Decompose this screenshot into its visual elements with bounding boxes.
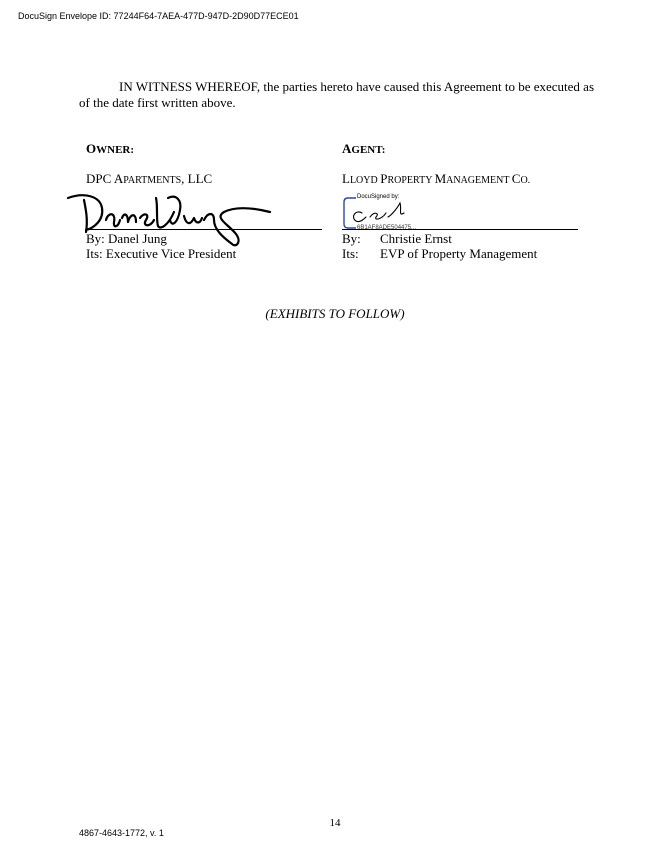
agent-heading — [342, 141, 385, 157]
docusign-id: 6B1AF8ADE504475... — [357, 225, 417, 231]
agent-signature-line — [342, 229, 578, 230]
agent-company-small-3: ANAGEMENT — [446, 175, 512, 186]
owner-company — [86, 171, 212, 187]
owner-by-label: By: — [86, 231, 105, 246]
page-number: 14 — [329, 817, 341, 829]
agent-by-line — [342, 231, 452, 247]
agent-company-cap-2: P — [380, 171, 388, 186]
owner-heading-initial: O — [86, 141, 97, 156]
owner-signature-line — [86, 229, 322, 230]
owner-heading — [86, 141, 134, 157]
witness-text: IN WITNESS WHEREOF, the parties hereto have caused this Agreement to be executed as of the date first written above. — [79, 79, 595, 110]
agent-by-name: Christie Ernst — [380, 231, 452, 246]
docusign-label: DocuSigned by: — [357, 194, 400, 200]
agent-heading-initial: A — [342, 141, 352, 156]
agent-company-cap-3: M — [434, 171, 447, 186]
exhibits-note: (EXHIBITS TO FOLLOW) — [265, 306, 405, 321]
agent-company-small-4: O. — [520, 175, 531, 186]
owner-company-small: PARTMENTS — [123, 175, 182, 186]
owner-heading-rest: WNER: — [96, 144, 135, 156]
agent-by-label: By: — [342, 231, 361, 246]
agent-company-cap-4: C — [511, 171, 521, 186]
agent-company-small-1: LOYD — [349, 175, 381, 186]
document-id: 4867-4643-1772, v. 1 — [79, 828, 164, 838]
owner-by-line — [86, 231, 167, 247]
agent-company-cap-1: L — [342, 171, 350, 186]
agent-its-label: Its: — [342, 246, 359, 261]
agent-company-small-2: ROPERTY — [387, 175, 435, 186]
agent-company — [342, 171, 530, 187]
witness-paragraph — [79, 79, 599, 111]
docusign-stamp — [342, 194, 417, 231]
owner-its-line — [86, 246, 236, 262]
agent-heading-rest: GENT: — [351, 144, 386, 156]
owner-company-cap: DPC A — [86, 171, 124, 186]
owner-by-name: Danel Jung — [108, 231, 167, 246]
owner-its-title: Executive Vice President — [105, 246, 237, 261]
owner-company-tail: , LLC — [181, 171, 213, 186]
agent-its-line — [342, 246, 538, 262]
agent-its-title: EVP of Property Management — [380, 246, 538, 261]
envelope-id: DocuSign Envelope ID: 77244F64-7AEA-477D-947D-2D90D77ECE01 — [18, 11, 299, 21]
owner-its-label: Its: — [86, 246, 103, 261]
